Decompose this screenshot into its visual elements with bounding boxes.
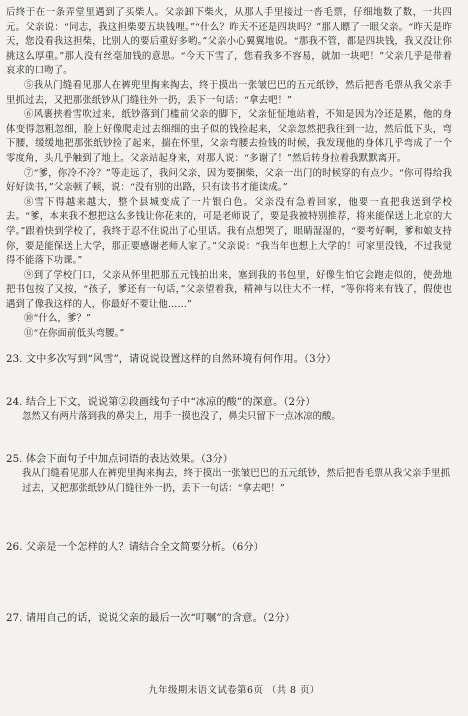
question-26: 26. 父亲是一个怎样的人？请结合全文简要分析。（6分） [6,542,264,554]
passage-paragraph-9: ⑨到了学校门口，父亲从怀里把那五元钱拍出来，塞到我的书包里，好像生怕它会跑走似的，使劲地把书包按了又按，“孩子，爹还有一句话，”父亲望着我，精神与以往大不一样，“等你将来有钱了，假使也遇到了像我这样的人，你最好不要让他……” [6,269,452,310]
passage-paragraph-8: ⑧雪下得越来越大，整个县城变成了一片银白色。父亲没有急着回家，他要一直把我送到学校去。“爹，本来我不想把这么多钱让你花来的，可是老师说了，要是我被特别推荐，将来能保送上北京的大学。”跟着快到学校了，我终于忍不住说出了心里话。我有点想哭了，眼睛湿湿的，“要考好啊，爹和娘支持你，要是能保送上大学，那正要感谢老师人家了。”父亲说：“我当年也想上大学的！可家里没钱，不过我觉得不能落下功课。” [6,196,452,267]
question-25: 25. 体会下面句子中加点词语的表达效果。（3分） [6,454,234,466]
passage-paragraph-6: ⑥风裹挟着雪吹过来，纸钞落到门槛前父亲的脚下，父亲怔怔地站着，不知是因为冷还是累，他的身体变得忽粗忽细，脸上好像爬走过去细细的虫子似的钱捡起来，父亲忽然把我往到一边，然后低下头，弯下腰，缓缓地把那张纸钞捡了起来，揣在怀里，父亲弯腰去捡钱的时候，我发现他的身体几乎弯成了一个零度角，头几乎触到了地上。父亲站起身来，对那人说：“多谢了！”然后转身拉着我默默离开。 [6,109,452,164]
passage-paragraph-10: ⑩“什么，爹？” [24,313,92,325]
passage-paragraph-5: ⑤我从门缝看见那人在裤兜里掏来掏去，终于摸出一张皱巴巴的五元纸钞，然后把沓毛票从我父亲手里抓过去，又把那张纸钞从门缝往外一扔，丢下一句话：“拿去吧！” [6,79,452,106]
page-footer: 九年级期末语文试卷第6页 （共 8 页） [148,685,320,696]
question-25-quote: 我从门缝看见那人在裤兜里掏来掏去，终于摸出一张皱巴巴的五元纸钞，然后把沓毛票从我父亲手里抓过去，又把那张纸钞从门缝往外一扔，丢下一句话：“拿去吧！” [22,468,450,494]
question-27: 27. 请用自己的话，说说父亲的最后一次“叮嘱”的含意。（2分） [6,613,296,625]
question-24: 24. 结合上下文，说说第②段画线句子中“冰凉的酸”的深意。（2分） [6,396,316,408]
question-24-quote: 忽然又有两片落到我的鼻尖上，用手一摸也没了，鼻尖只留下一点冰凉的酸。 [22,410,341,422]
passage-paragraph-continued: 后终于在一条弄堂里遇到了买柴人。父亲卸下柴火，从那人手里接过一沓毛票，仔细地数了数，一共四元。父亲说：“同志，我这担柴要五块钱哩。”“什么？昨天不还是四块吗？”那人瞟了一眼父亲。“昨天是昨天，您没看我这担柴，比别人的要后重好多哟。”父亲小心翼翼地说。“那我不管，都是四块钱，我又没让你挑这么厚重。”那人没有丝毫加钱的意思。“今天下雪了，您看我多不容易，就加一块吧！”父亲几乎是带着哀求的口吻了。 [6,7,452,77]
question-23: 23. 文中多次写到“风雪”，请说说设置这样的自然环境有何作用。（3分） [6,353,337,365]
passage-paragraph-11: ⑪“在你面前低头弯腰。” [24,328,125,340]
passage-paragraph-7: ⑦“爹，你冷不冷？”等走远了，我问父亲，因为要捆柴，父亲一出门的时候穿的有点少。“你可得给我好好读书，”父亲顿了顿，说：“没有别的出路，只有读书才能读成。” [6,167,452,194]
